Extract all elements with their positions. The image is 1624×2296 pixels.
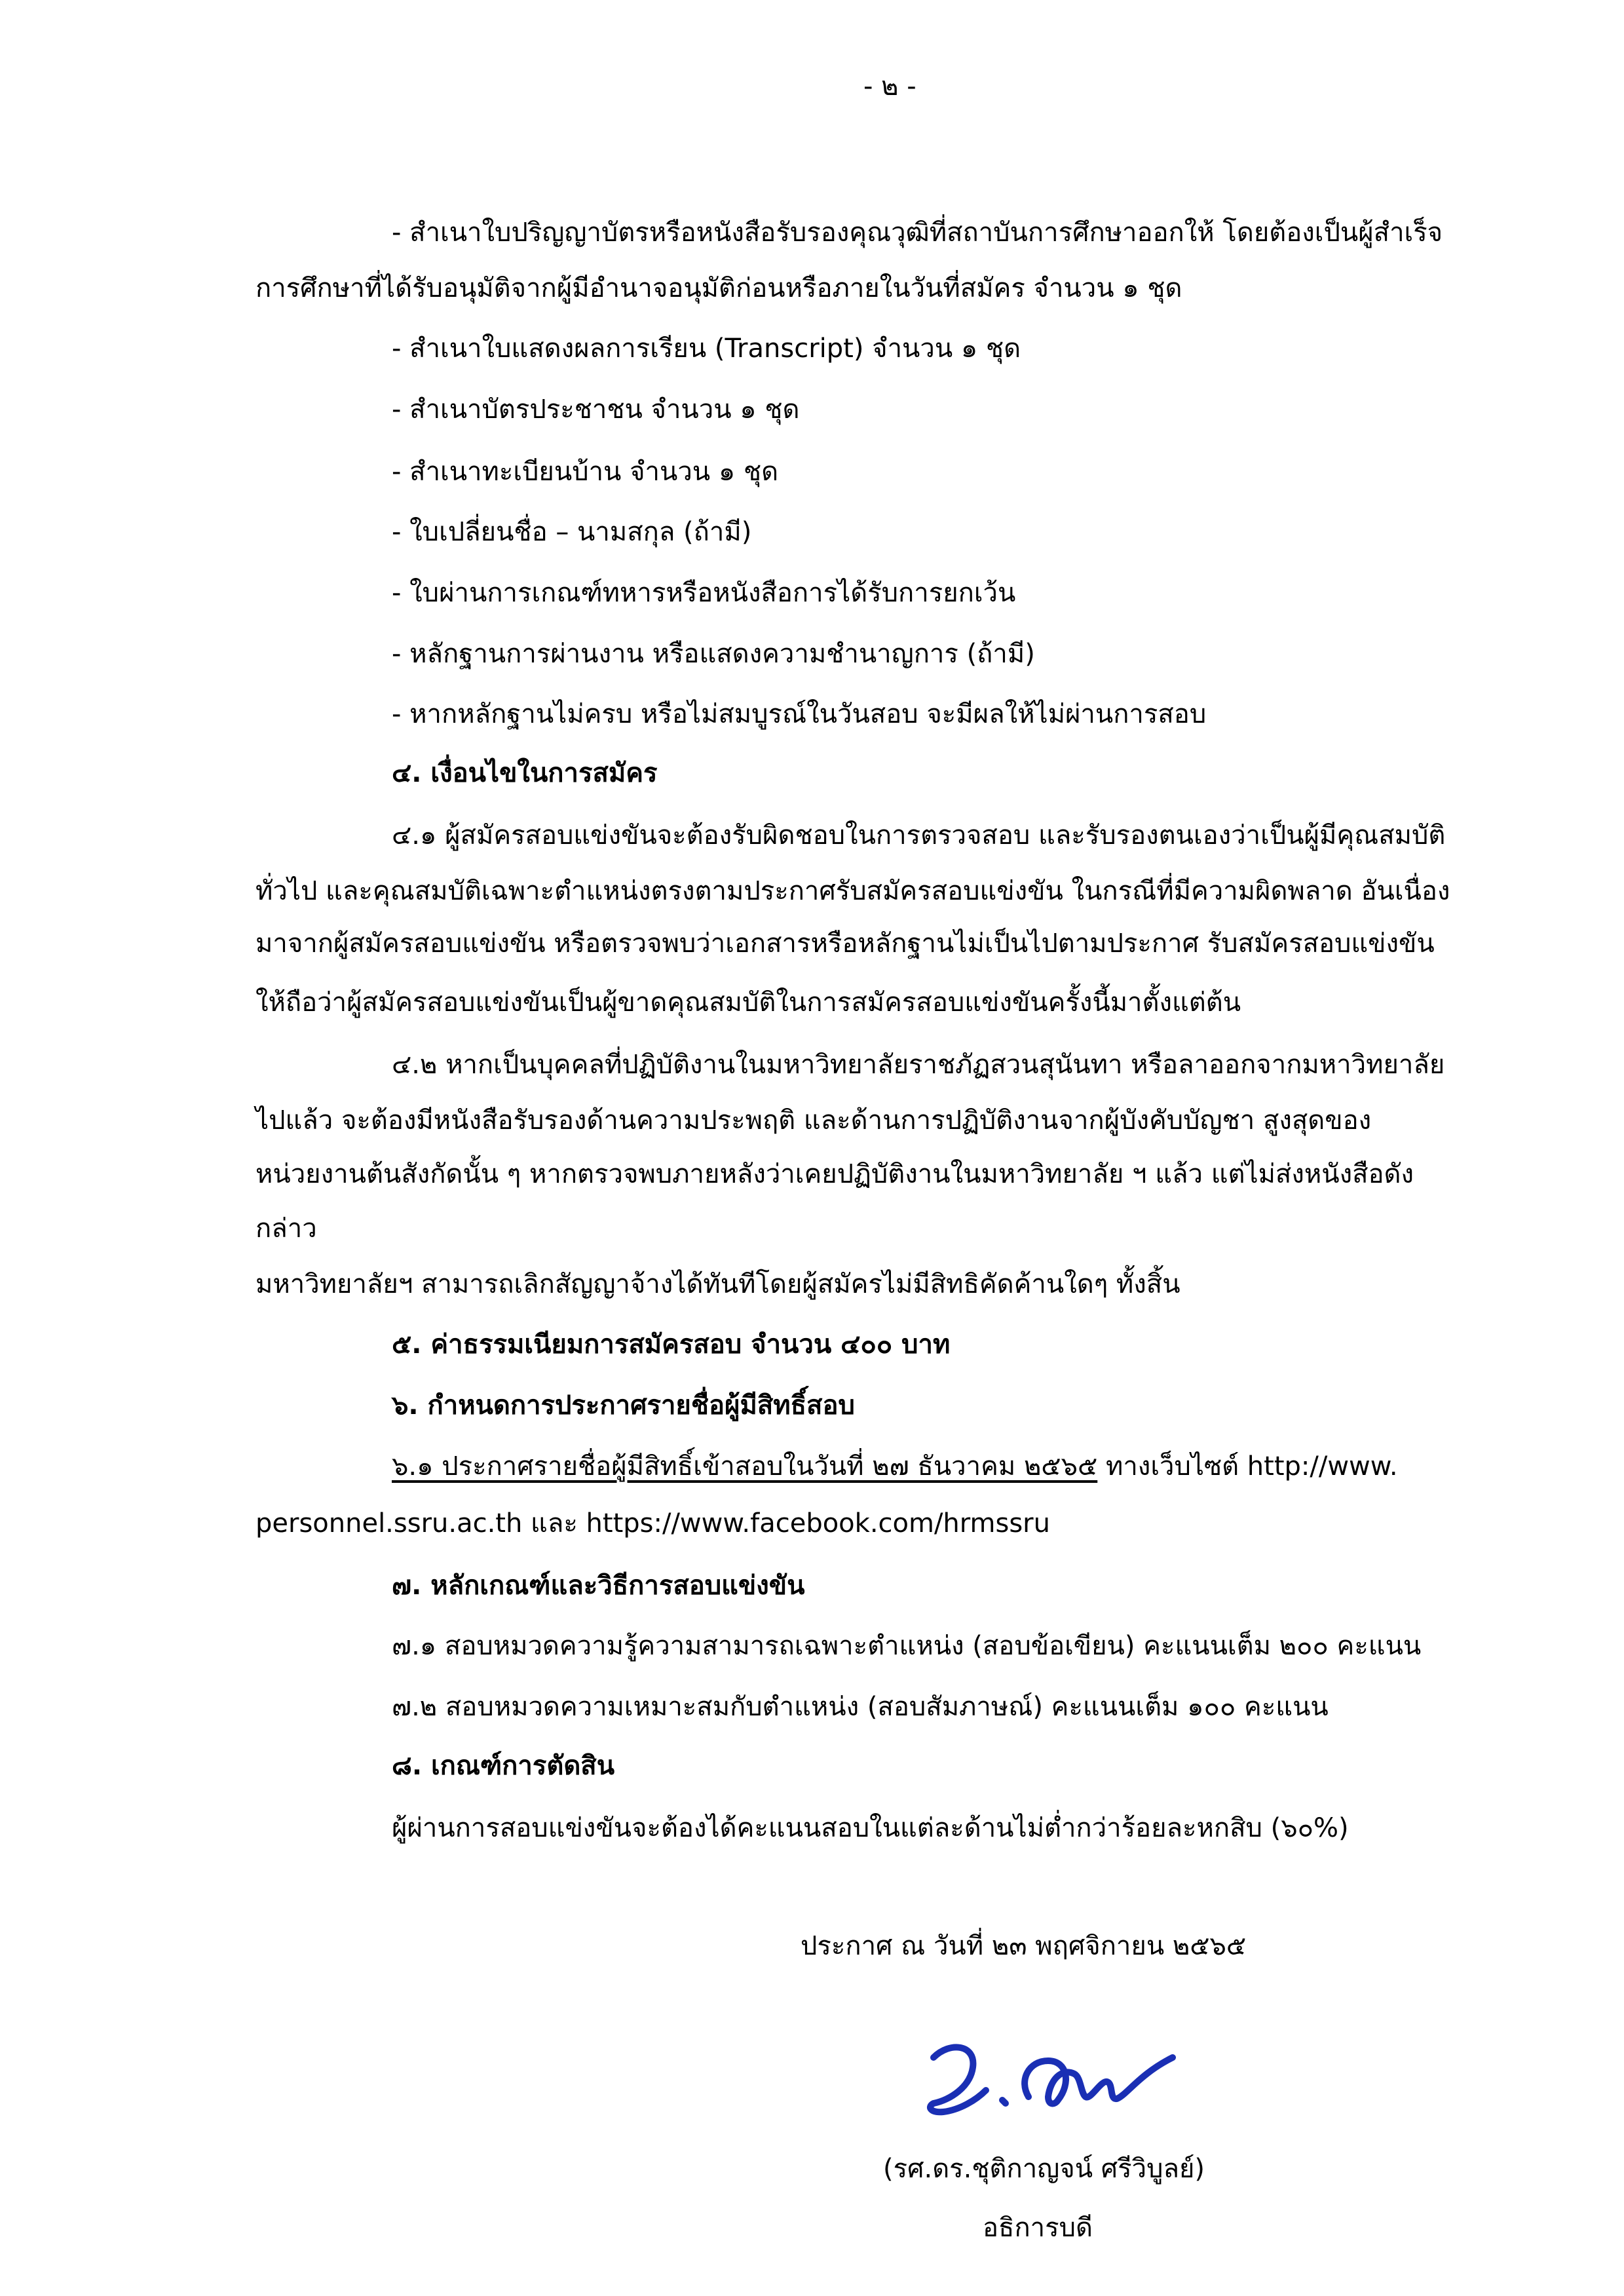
doc-house-registration: - สำเนาทะเบียนบ้าน จำนวน ๑ ชุด (392, 457, 779, 487)
signatory-title: อธิการบดี (983, 2213, 1093, 2243)
section4-p1-line3: มาจากผู้สมัครสอบแข่งขัน หรือตรวจพบว่าเอกสารหรือหลักฐานไม่เป็นไปตามประกาศ รับสมัครสอบแข่งขัน (255, 928, 1435, 959)
section6-item1-line2: personnel.ssru.ac.th และ https://www.facebook.com/hrmssru (255, 1508, 1050, 1539)
signature-stroke-2 (1002, 2100, 1006, 2103)
doc-incomplete-warning: - หากหลักฐานไม่ครบ หรือไม่สมบูรณ์ในวันสอบ จะมีผลให้ไม่ผ่านการสอบ (392, 699, 1207, 729)
announce-date: ประกาศ ณ วันที่ ๒๓ พฤศจิกายน ๒๕๖๕ (801, 1931, 1247, 1961)
doc-military: - ใบผ่านการเกณฑ์ทหารหรือหนังสือการได้รับการยกเว้น (392, 578, 1016, 608)
section4-p1-line4: ให้ถือว่าผู้สมัครสอบแข่งขันเป็นผู้ขาดคุณสมบัติในการสมัครสอบแข่งขันครั้งนี้มาตั้งแต่ต้น (255, 987, 1241, 1018)
section4-p2-line1: ๔.๒ หากเป็นบุคคลที่ปฏิบัติงานในมหาวิทยาลัยราชภัฏสวนสุนันทา หรือลาออกจากมหาวิทยาลัย (392, 1050, 1445, 1080)
section8-text: ผู้ผ่านการสอบแข่งขันจะต้องได้คะแนนสอบในแต่ละด้านไม่ต่ำกว่าร้อยละหกสิบ (๖๐%) (392, 1813, 1349, 1843)
section7-item1: ๗.๑ สอบหมวดความรู้ความสามารถเฉพาะตำแหน่ง (สอบข้อเขียน) คะแนนเต็ม ๒๐๐ คะแนน (392, 1631, 1422, 1661)
announcement-date-underlined: ๖.๑ ประกาศรายชื่อผู้มีสิทธิ์เข้าสอบในวันที่ ๒๗ ธันวาคม ๒๕๖๕ (392, 1451, 1098, 1482)
signature-image (914, 2021, 1189, 2130)
announcement-website-prefix: ทางเว็บไซต์ http://www. (1097, 1451, 1398, 1482)
section4-p1-line1: ๔.๑ ผู้สมัครสอบแข่งขันจะต้องรับผิดชอบในการตรวจสอบ และรับรองตนเองว่าเป็นผู้มีคุณสมบัติ (392, 820, 1446, 851)
section7-item2: ๗.๒ สอบหมวดความเหมาะสมกับตำแหน่ง (สอบสัมภาษณ์) คะแนนเต็ม ๑๐๐ คะแนน (392, 1692, 1329, 1722)
doc-degree-line2: การศึกษาที่ได้รับอนุมัติจากผู้มีอำนาจอนุมัติก่อนหรือภายในวันที่สมัคร จำนวน ๑ ชุด (255, 273, 1182, 303)
section4-p2-line2: ไปแล้ว จะต้องมีหนังสือรับรองด้านความประพฤติ และด้านการปฏิบัติงานจากผู้บังคับบัญชา สูงสุดของ (255, 1105, 1372, 1136)
section6-item1-line1 (392, 1453, 1398, 1480)
section6-heading: ๖. กำหนดการประกาศรายชื่อผู้มีสิทธิ์สอบ (392, 1390, 855, 1421)
signature-stroke-1 (930, 2047, 986, 2112)
section4-p2-line3: หน่วยงานต้นสังกัดนั้น ๆ หากตรวจพบภายหลังว่าเคยปฏิบัติงานในมหาวิทยาลัย ฯ แล้ว แต่ไม่ส่งหนังสือดัง (255, 1159, 1414, 1189)
signatory-name: (รศ.ดร.ชุติกาญจน์ ศรีวิบูลย์) (883, 2154, 1205, 2184)
doc-name-change: - ใบเปลี่ยนชื่อ – นามสกุล (ถ้ามี) (392, 517, 752, 547)
signature-stroke-3 (1025, 2057, 1173, 2103)
section4-p2-line5: มหาวิทยาลัยฯ สามารถเลิกสัญญาจ้างได้ทันทีโดยผู้สมัครไม่มีสิทธิคัดค้านใดๆ ทั้งสิ้น (255, 1269, 1180, 1299)
doc-id-card: - สำเนาบัตรประชาชน จำนวน ๑ ชุด (392, 394, 800, 425)
section4-p1-line2: ทั่วไป และคุณสมบัติเฉพาะตำแหน่งตรงตามประกาศรับสมัครสอบแข่งขัน ในกรณีที่มีความผิดพลาด อันเนื่อง (255, 876, 1450, 906)
doc-degree-line1: - สำเนาใบปริญญาบัตรหรือหนังสือรับรองคุณวุฒิที่สถาบันการศึกษาออกให้ โดยต้องเป็นผู้สำเร็จ (392, 218, 1443, 248)
doc-experience: - หลักฐานการผ่านงาน หรือแสดงความชำนาญการ (ถ้ามี) (392, 639, 1035, 669)
section4-p2-line4: กล่าว (255, 1214, 317, 1244)
doc-transcript: - สำเนาใบแสดงผลการเรียน (Transcript) จำนวน ๑ ชุด (392, 334, 1021, 364)
page-number: - ๒ - (863, 71, 916, 102)
section7-heading: ๗. หลักเกณฑ์และวิธีการสอบแข่งขัน (392, 1571, 805, 1601)
section5-heading: ๕. ค่าธรรมเนียมการสมัครสอบ จำนวน ๔๐๐ บาท (392, 1330, 951, 1360)
section4-heading: ๔. เงื่อนไขในการสมัคร (392, 758, 658, 788)
section8-heading: ๘. เกณฑ์การตัดสิน (392, 1751, 615, 1781)
